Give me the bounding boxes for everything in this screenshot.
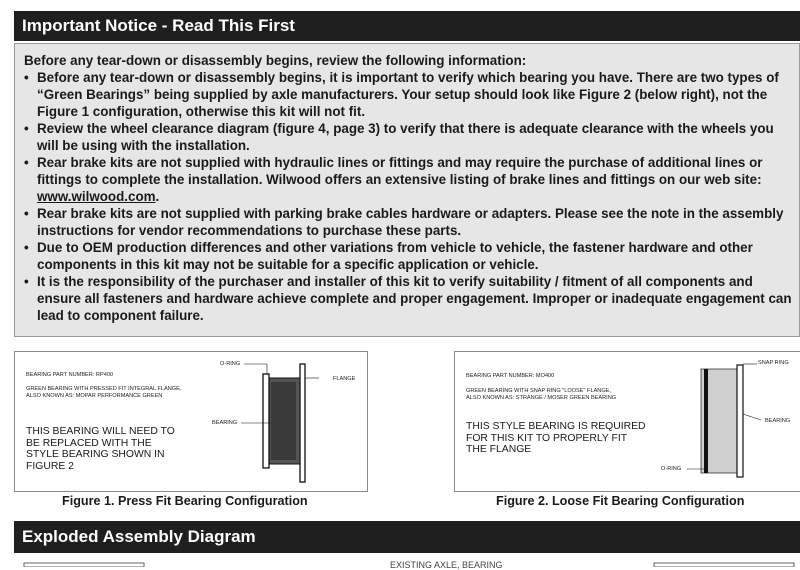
notice-bullet-4 — [24, 205, 793, 239]
o-ring — [704, 369, 708, 473]
figure-1-caption: Figure 1. Press Fit Bearing Configuration — [62, 494, 308, 508]
figure-2-caption: Figure 2. Loose Fit Bearing Configuration — [496, 494, 745, 508]
fig1-desc-line1: GREEN BEARING WITH PRESSED FIT INTEGRAL FLANGE, — [26, 386, 182, 392]
figure-1-box — [14, 351, 368, 492]
bearing-shade — [271, 382, 296, 460]
exploded-title: Exploded Assembly Diagram — [22, 527, 256, 546]
fig2-label-oring: O-RING — [661, 466, 682, 472]
fig1-label-bearing: BEARING — [212, 420, 238, 426]
notice-bullet-6 — [24, 273, 793, 324]
figure-2-box — [454, 351, 800, 492]
bullet-marker: • — [24, 70, 29, 85]
bullet-text: It is the responsibility of the purchaser and installer of this kit to verify suitability / fitment of all components and ensure all fasteners and hardware achieve complete and proper engagement. Improper or inadequate engagement can lead to component failure. — [37, 274, 792, 323]
website-suffix: . — [155, 189, 160, 204]
notice-bullet-1 — [24, 69, 793, 120]
bullet-text: Due to OEM production differences and other variations from vehicle to vehicle, the fastener hardware and other components in this kit may not be suitable for a specific application or vehicle. — [37, 240, 753, 272]
bullet-text: Review the wheel clearance diagram (figure 4, page 3) to verify that there is adequate clearance with the wheels you will be using with the installation. — [37, 121, 774, 153]
bullet-marker: • — [24, 121, 29, 136]
notice-header — [14, 11, 800, 41]
notice-intro: Before any tear-down or disassembly begins, review the following information: — [24, 53, 527, 68]
notice-bullet-3 — [24, 154, 793, 205]
bullet-marker: • — [24, 274, 29, 289]
fig2-desc-line2: ALSO KNOWN AS: STRANGE / MOSER GREEN BEARING — [466, 395, 617, 401]
notice-title: Important Notice - Read This First — [22, 16, 295, 35]
website-link[interactable]: www.wilwood.com — [37, 189, 156, 204]
bullet-marker: • — [24, 240, 29, 255]
press-fit-bearing-diagram — [15, 352, 367, 491]
bullet-text: Before any tear-down or disassembly begins, it is important to verify which bearing you have. There are two types of “Green Bearings” being supplied by axle manufacturers. Your setup should look like Figure 2 (below right), not the Figure 1 configuration, otherwise this kit will not fit. — [37, 70, 779, 119]
bullet-marker: • — [24, 155, 29, 170]
bullet-text: Rear brake kits are not supplied with hydraulic lines or fittings and may require the purchase of additional lines or fittings to complete the installation. Wilwood offers an extensive listing of brake lines and fittings on our web site: — [37, 155, 763, 187]
o-ring — [263, 374, 269, 468]
fig2-note: THIS STYLE BEARING IS REQUIRED FOR THIS KIT TO PROPERLY FIT THE FLANGE — [466, 421, 646, 455]
flange-plate — [300, 364, 305, 482]
loose-fit-bearing-diagram — [455, 352, 800, 491]
fig1-label-oring: O-RING — [220, 361, 241, 367]
bullet-text: Rear brake kits are not supplied with parking brake cables hardware or adapters. Please see the note in the assembly instructions for vendor recommendations to purchase these parts. — [37, 206, 784, 238]
notice-bullet-list — [24, 69, 793, 324]
bullet-marker: • — [24, 206, 29, 221]
exploded-partial-label: EXISTING AXLE, BEARING — [390, 560, 503, 570]
fig2-part-number: BEARING PART NUMBER: MO400 — [466, 373, 555, 379]
fig2-label-snap-ring: SNAP RING — [758, 360, 789, 366]
fig1-desc-line2: ALSO KNOWN AS: MOPAR PERFORMANCE GREEN — [26, 393, 163, 399]
exploded-header — [14, 521, 800, 553]
snap-ring — [737, 365, 743, 477]
notice-bullet-2 — [24, 120, 793, 154]
notice-box — [14, 43, 800, 337]
fig2-label-bearing: BEARING — [765, 418, 791, 424]
fig1-label-flange: FLANGE — [333, 376, 356, 382]
fig1-part-number: BEARING PART NUMBER: RP400 — [26, 372, 114, 378]
fig2-desc-line1: GREEN BEARING WITH SNAP RING "LOOSE" FLANGE, — [466, 388, 611, 394]
fig1-note: THIS BEARING WILL NEED TO BE REPLACED WITH THE STYLE BEARING SHOWN IN FIGURE 2 — [26, 426, 175, 472]
notice-bullet-5 — [24, 239, 793, 273]
